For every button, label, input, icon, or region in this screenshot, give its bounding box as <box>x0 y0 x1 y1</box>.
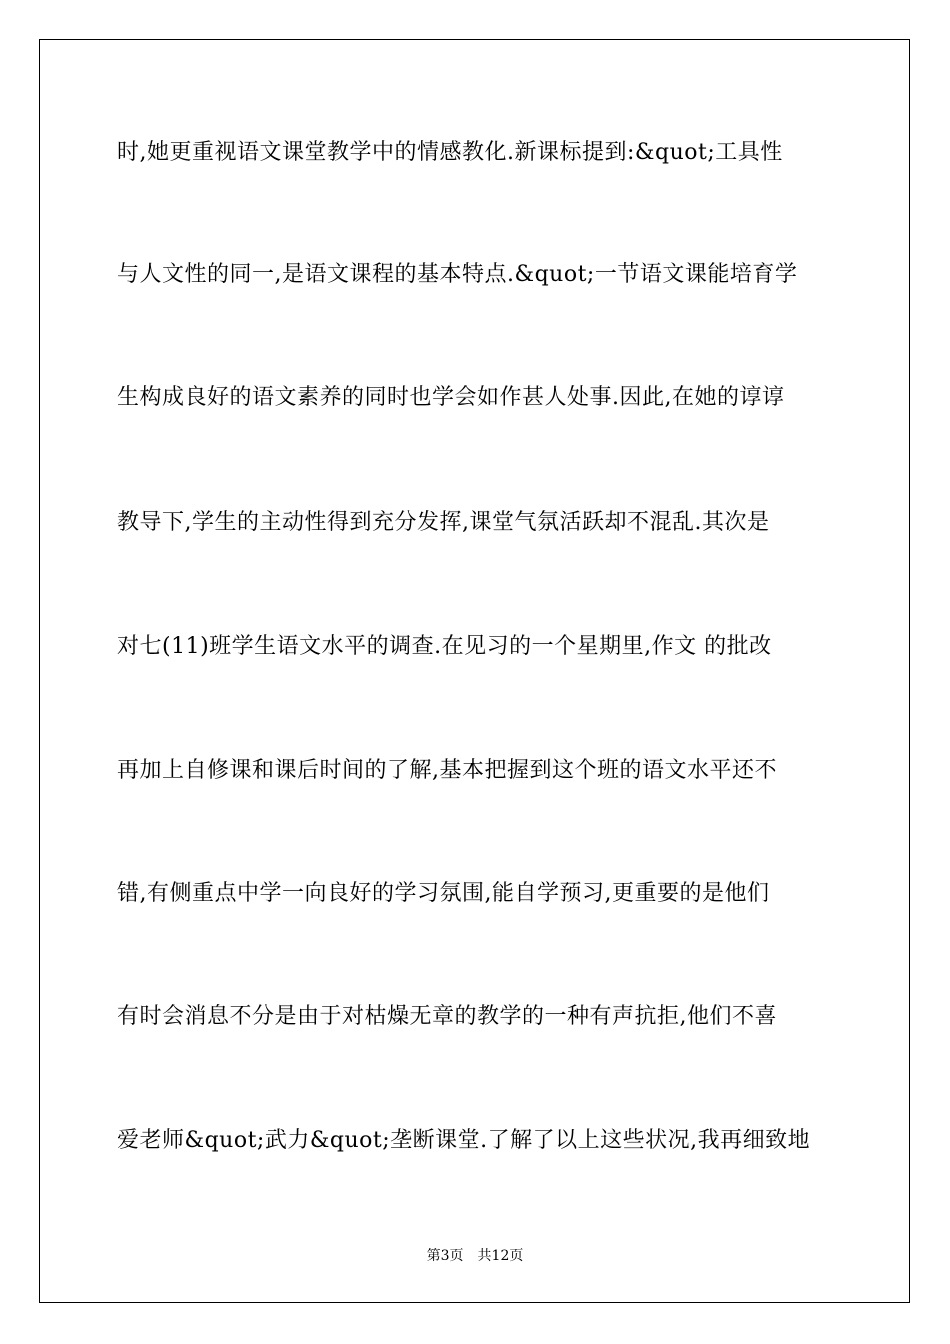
text-line-1: 时,她更重视语文课堂教学中的情感教化.新课标提到:&quot;工具性 <box>117 140 783 165</box>
text-line-8: 有时会消息不分是由于对枯燥无章的教学的一种有声抗拒,他们不喜 <box>117 1004 777 1029</box>
text-line-3: 生构成良好的语文素养的同时也学会如作甚人处事.因此,在她的谆谆 <box>117 385 785 410</box>
page-footer <box>0 1247 950 1265</box>
page-number: 第3页 <box>426 1248 464 1264</box>
text-line-6: 再加上自修课和课后时间的了解,基本把握到这个班的语文水平还不 <box>117 758 777 783</box>
page-total: 共12页 <box>477 1248 524 1264</box>
text-line-5: 对七(11)班学生语文水平的调查.在见习的一个星期里,作文 的批改 <box>117 634 772 659</box>
page-border <box>39 39 910 1303</box>
text-line-4: 教导下,学生的主动性得到充分发挥,课堂气氛活跃却不混乱.其次是 <box>117 510 770 535</box>
text-line-9: 爱老师&quot;武力&quot;垄断课堂.了解了以上这些状况,我再细致地 <box>117 1128 811 1153</box>
text-line-7: 错,有侧重点中学一向良好的学习氛围,能自学预习,更重要的是他们 <box>117 881 770 906</box>
text-line-2: 与人文性的同一,是语文课程的基本特点.&quot;一节语文课能培育学 <box>117 262 798 287</box>
